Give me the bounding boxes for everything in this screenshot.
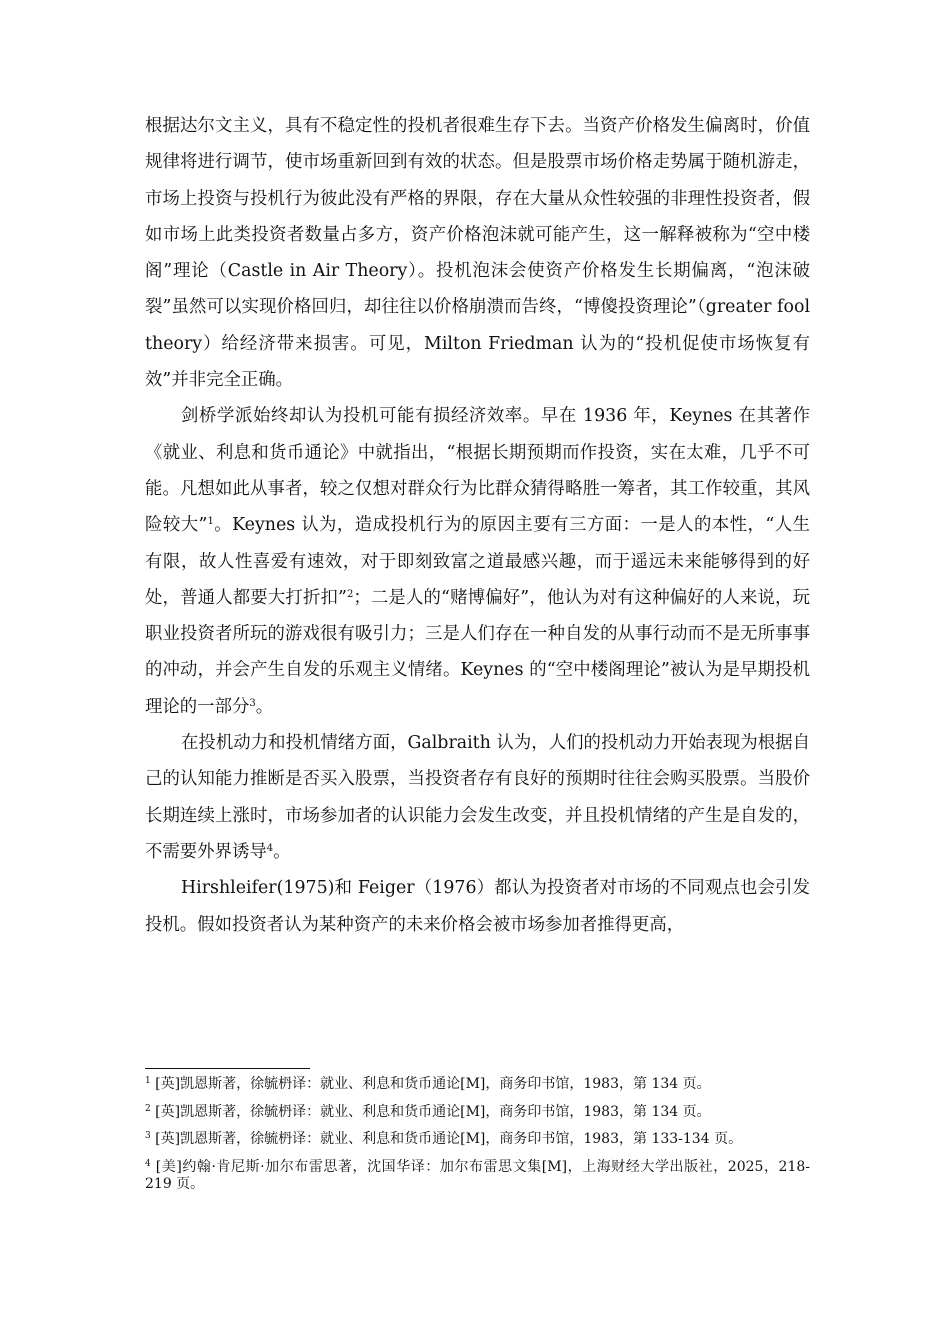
footnote-mark: 3 <box>145 1131 151 1141</box>
paragraph-text: ；二是人的“赌博偏好”，他认为对有这种偏好的人来说，玩职业投资者所玩的游戏很有吸引力；三是人们存在一种自发的从事行动而不是无所事事的冲动，并会产生自发的乐观主义情绪。Keynes 的“空中楼阁理论”被认为是早期投机理论的一部分 <box>145 587 810 717</box>
body-text <box>145 108 810 943</box>
paragraph <box>145 108 810 398</box>
footnote-text: [美]约翰·肯尼斯·加尔布雷思著，沈国华译：加尔布雷思文集[M]，上海财经大学出版社，2025，218-219 页。 <box>145 1158 810 1192</box>
paragraph-text: Hirshleifer(1975)和 Feiger（1976）都认为投资者对市场的不同观点也会引发投机。假如投资者认为某种资产的未来价格会被市场参加者推得更高， <box>145 878 810 935</box>
footnote <box>145 1131 810 1149</box>
footnote <box>145 1076 810 1094</box>
footnote-separator <box>145 1068 310 1069</box>
footnote-mark: 4 <box>145 1158 151 1169</box>
footnotes <box>145 1076 810 1204</box>
paragraph-text: 在投机动力和投机情绪方面，Galbraith 认为，人们的投机动力开始表现为根据自己的认知能力推断是否买入股票，当投资者存有良好的预期时往往会购买股票。当股价长期连续上涨时，市场参加者的认识能力会发生改变，并且投机情绪的产生是自发的，不需要外界诱导 <box>145 733 810 862</box>
paragraph <box>145 870 810 943</box>
footnote-text: [英]凯恩斯著，徐毓枬译：就业、利息和货币通论[M]，商务印书馆，1983，第 134 页。 <box>150 1076 711 1092</box>
footnote-ref-2: 2 <box>346 588 354 600</box>
paragraph-text: 剑桥学派始终却认为投机可能有损经济效率。早在 1936 年，Keynes 在其著作《就业、利息和货币通论》中就指出，“根据长期预期而作投资，实在太难，几乎不可能。凡想如此从事者，较之仅想对群众行为比群众猜得略胜一筹者，其工作较重，其风险较大” <box>145 406 810 536</box>
paragraph <box>145 398 810 725</box>
footnote-text: [英]凯恩斯著，徐毓枬译：就业、利息和货币通论[M]，商务印书馆，1983，第 133-134 页。 <box>150 1131 743 1147</box>
footnote-mark: 1 <box>145 1076 151 1086</box>
paragraph-text: 。 <box>273 841 291 862</box>
footnote <box>145 1159 810 1194</box>
footnote-ref-3: 3 <box>249 697 256 709</box>
paragraph-text: 。Keynes 认为，造成投机行为的原因主要有三方面：一是人的本性，“人生有限，故人性喜爱有速效，对于即刻致富之道最感兴趣，而于遥远未来能够得到的好处，普通人都要大打折扣” <box>145 515 810 608</box>
footnote-ref-4: 4 <box>266 842 274 854</box>
footnote <box>145 1104 810 1122</box>
footnote-ref-1: 1 <box>207 516 214 528</box>
paragraph <box>145 725 810 870</box>
footnote-mark: 2 <box>145 1103 151 1114</box>
paragraph-text: 根据达尔文主义，具有不稳定性的投机者很难生存下去。当资产价格发生偏离时，价值规律将进行调节，使市场重新回到有效的状态。但是股票市场价格走势属于随机游走，市场上投资与投机行为彼此没有严格的界限，存在大量从众性较强的非理性投资者，假如市场上此类投资者数量占多方，资产价格泡沫就可能产生，这一解释被称为“空中楼阁”理论（Castle in Air Theory）。投机泡沫会使资产价格发生长期偏离，“泡沫破裂”虽然可以实现价格回归，却往往以价格崩溃而告终，“博傻投资理论”（greater fool theory）给经济带来损害。可见，Milton Friedman 认为的“投机促使市场恢复有效”并非完全正确。 <box>145 116 811 391</box>
paragraph-text: 。 <box>255 696 274 717</box>
footnote-text: [英]凯恩斯著，徐毓枬译：就业、利息和货币通论[M]，商务印书馆，1983，第 134 页。 <box>150 1103 711 1120</box>
